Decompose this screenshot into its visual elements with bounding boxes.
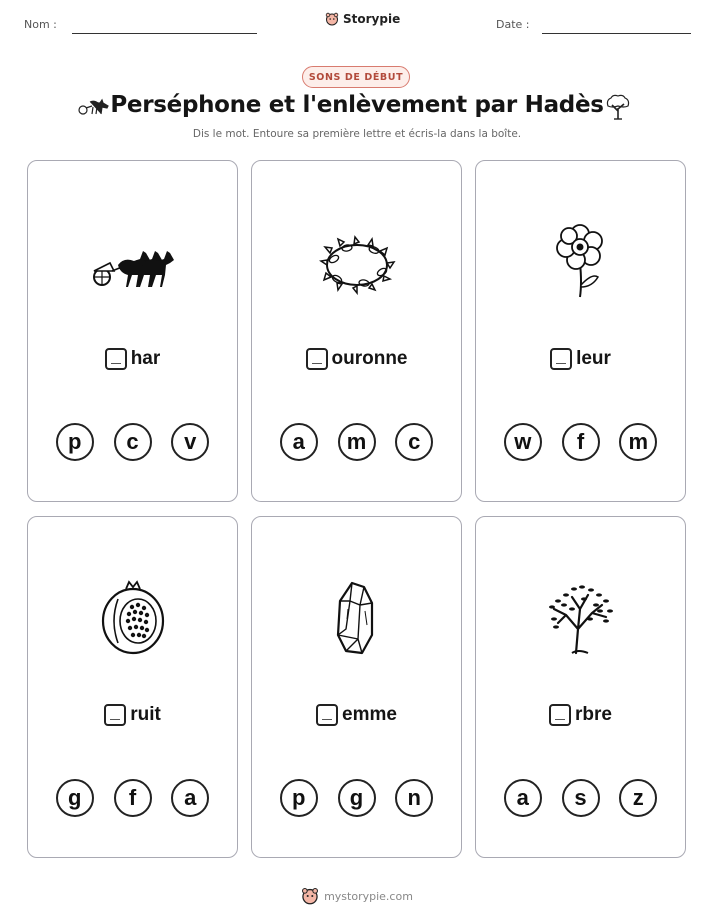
footer	[0, 887, 714, 905]
letter-option[interactable]: g	[338, 779, 376, 817]
card-flower	[475, 160, 686, 502]
name-line[interactable]	[72, 33, 257, 34]
answer-box[interactable]	[104, 704, 126, 726]
word-row	[252, 348, 461, 370]
letter-option[interactable]: m	[619, 423, 657, 461]
letter-option[interactable]: s	[562, 779, 600, 817]
letter-options	[252, 423, 461, 461]
card-pomegranate	[27, 516, 238, 858]
letter-option[interactable]: z	[619, 779, 657, 817]
letter-option[interactable]: f	[114, 779, 152, 817]
letter-option[interactable]: w	[504, 423, 542, 461]
word-row	[476, 704, 685, 726]
tree-icon	[536, 579, 626, 659]
letter-option[interactable]: c	[114, 423, 152, 461]
category-badge: SONS DE DÉBUT	[302, 66, 410, 88]
brand-logo	[325, 12, 400, 26]
date-label: Date :	[496, 18, 530, 31]
chariot-icon	[88, 223, 178, 303]
word-ending: emme	[342, 704, 397, 725]
word-ending: leur	[576, 348, 611, 369]
answer-box[interactable]	[316, 704, 338, 726]
word-ending: ruit	[130, 704, 161, 725]
letter-option[interactable]: n	[395, 779, 433, 817]
letter-option[interactable]: a	[280, 423, 318, 461]
letter-option[interactable]: v	[171, 423, 209, 461]
letter-options	[476, 423, 685, 461]
brand-name: Storypie	[343, 12, 401, 26]
word-ending: har	[130, 348, 161, 369]
letter-options	[28, 423, 237, 461]
card-wreath	[251, 160, 462, 502]
word-row	[28, 704, 237, 726]
storypie-mascot-icon	[325, 12, 339, 26]
date-line[interactable]	[542, 33, 691, 34]
flower-icon	[536, 223, 626, 303]
letter-option[interactable]: c	[395, 423, 433, 461]
card-chariot	[27, 160, 238, 502]
word-ending: ouronne	[331, 348, 408, 369]
answer-box[interactable]	[105, 348, 127, 370]
footer-site[interactable]: mystorypie.com	[324, 889, 413, 903]
instructions: Dis le mot. Entoure sa première lettre et écris-la dans la boîte.	[192, 128, 522, 140]
answer-box[interactable]	[549, 704, 571, 726]
word-row	[28, 348, 237, 370]
tree-title-icon	[604, 94, 632, 120]
letter-option[interactable]: p	[280, 779, 318, 817]
letter-options	[476, 779, 685, 817]
letter-option[interactable]: a	[504, 779, 542, 817]
storypie-mascot-icon	[301, 887, 319, 905]
word-row	[476, 348, 685, 370]
letter-option[interactable]: p	[56, 423, 94, 461]
letter-option[interactable]: g	[56, 779, 94, 817]
card-tree	[475, 516, 686, 858]
letter-option[interactable]: f	[562, 423, 600, 461]
answer-box[interactable]	[306, 348, 328, 370]
word-row	[252, 704, 461, 726]
pomegranate-icon	[88, 579, 178, 659]
letter-options	[252, 779, 461, 817]
word-ending: rbre	[575, 704, 612, 725]
name-label: Nom :	[24, 18, 57, 31]
page-title: Perséphone et l'enlèvement par Hadès	[110, 92, 604, 118]
answer-box[interactable]	[550, 348, 572, 370]
wreath-icon	[312, 223, 402, 303]
letter-options	[28, 779, 237, 817]
crystal-icon	[312, 579, 402, 659]
card-crystal	[251, 516, 462, 858]
letter-option[interactable]: a	[171, 779, 209, 817]
letter-option[interactable]: m	[338, 423, 376, 461]
